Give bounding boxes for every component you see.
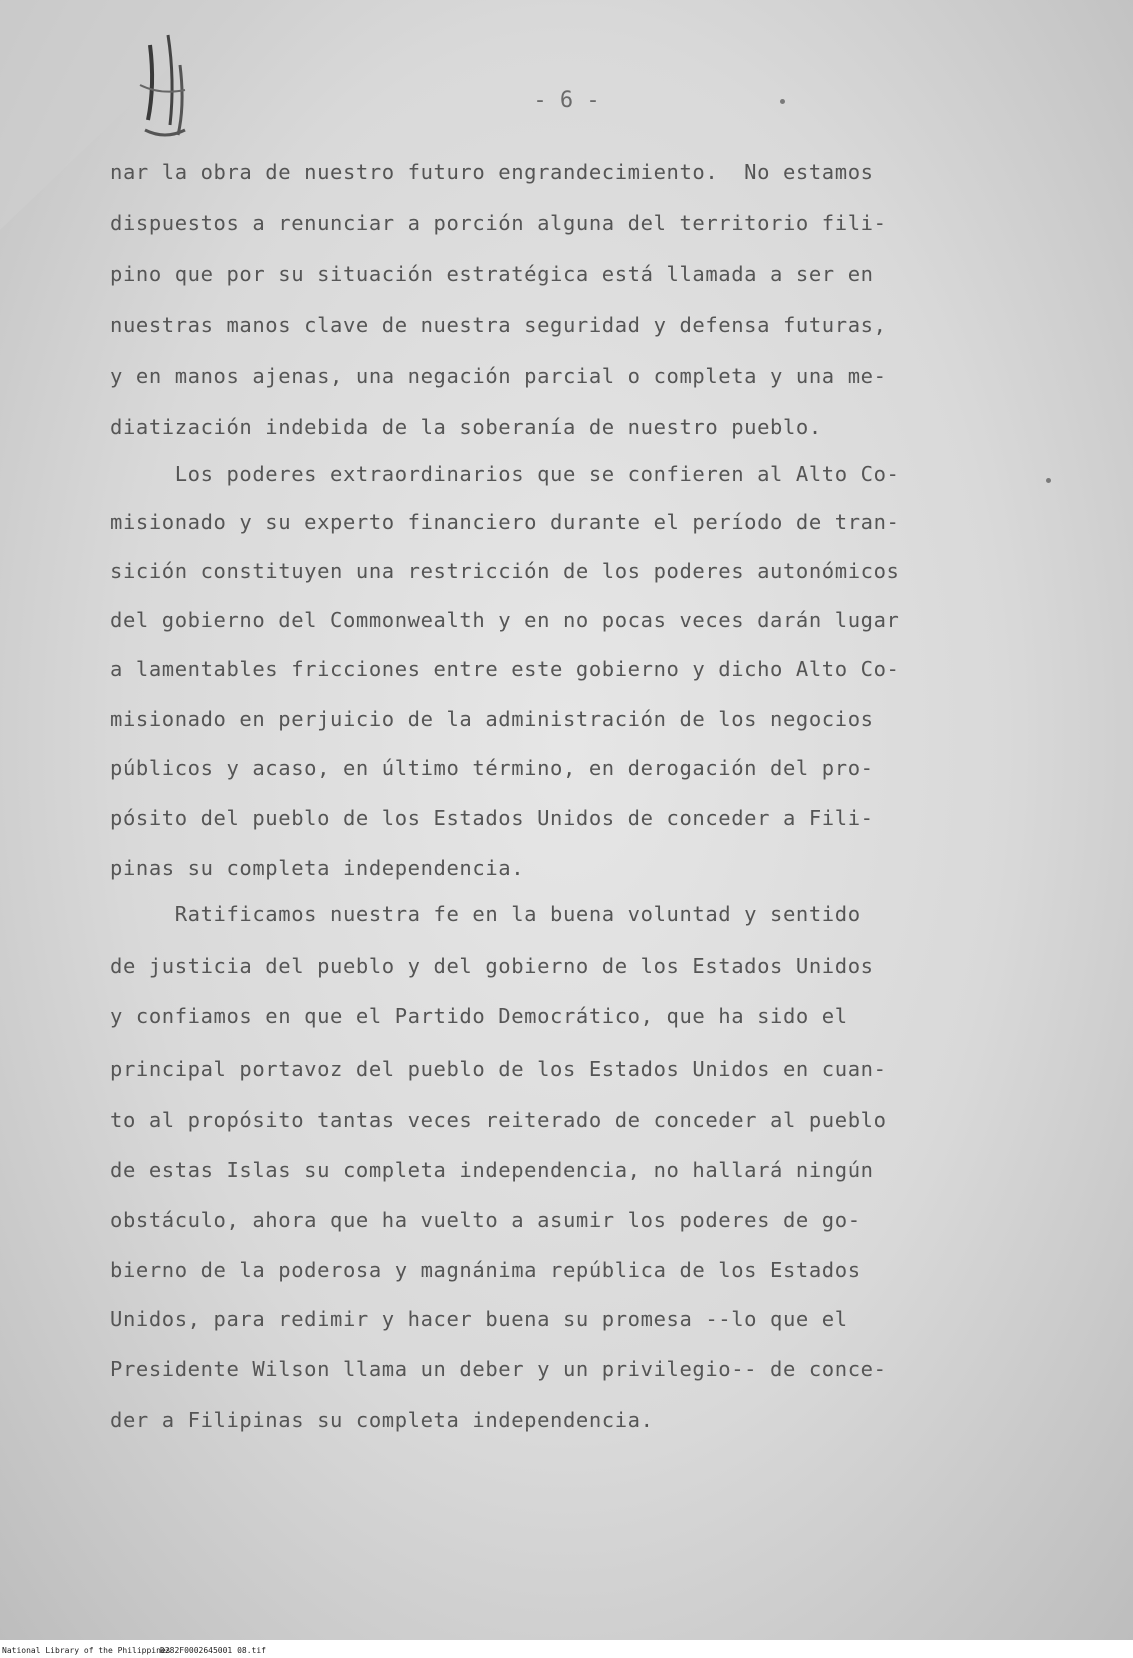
text-line: der a Filipinas su completa independencia. bbox=[110, 1408, 654, 1432]
folded-corner bbox=[0, 0, 240, 230]
text-line: Presidente Wilson llama un deber y un privilegio-- de conce- bbox=[110, 1357, 887, 1381]
text-line: principal portavoz del pueblo de los Estados Unidos en cuan- bbox=[110, 1057, 887, 1081]
footer-source: National Library of the Philippines bbox=[2, 1646, 171, 1655]
text-line: misionado y su experto financiero durante el período de tran- bbox=[110, 510, 900, 534]
text-line: pósito del pueblo de los Estados Unidos de conceder a Fili- bbox=[110, 806, 874, 830]
text-line: del gobierno del Commonwealth y en no pocas veces darán lugar bbox=[110, 608, 900, 632]
text-line: Los poderes extraordinarios que se confieren al Alto Co- bbox=[110, 462, 900, 486]
text-line: y confiamos en que el Partido Democrático, que ha sido el bbox=[110, 1004, 848, 1028]
text-line: Ratificamos nuestra fe en la buena voluntad y sentido bbox=[110, 902, 861, 926]
text-line: Unidos, para redimir y hacer buena su promesa --lo que el bbox=[110, 1307, 848, 1331]
text-line: de justicia del pueblo y del gobierno de los Estados Unidos bbox=[110, 954, 874, 978]
ink-dot bbox=[1046, 478, 1051, 483]
text-line: diatización indebida de la soberanía de nuestro pueblo. bbox=[110, 415, 822, 439]
text-line: pinas su completa independencia. bbox=[110, 856, 525, 880]
text-line: misionado en perjuicio de la administración de los negocios bbox=[110, 707, 874, 731]
text-line: sición constituyen una restricción de los poderes autonómicos bbox=[110, 559, 900, 583]
text-line: pino que por su situación estratégica está llamada a ser en bbox=[110, 262, 874, 286]
text-line: nar la obra de nuestro futuro engrandecimiento. No estamos bbox=[110, 160, 874, 184]
text-line: bierno de la poderosa y magnánima república de los Estados bbox=[110, 1258, 861, 1282]
text-line: públicos y acaso, en último término, en derogación del pro- bbox=[110, 756, 874, 780]
ink-dot bbox=[780, 99, 785, 104]
page-number: - 6 - bbox=[533, 88, 600, 113]
text-line: to al propósito tantas veces reiterado de conceder al pueblo bbox=[110, 1108, 887, 1132]
text-line: de estas Islas su completa independencia, no hallará ningún bbox=[110, 1158, 874, 1182]
text-line: a lamentables fricciones entre este gobierno y dicho Alto Co- bbox=[110, 657, 900, 681]
stamp-mark-icon bbox=[130, 25, 200, 145]
text-line: dispuestos a renunciar a porción alguna del territorio fili- bbox=[110, 211, 887, 235]
text-line: nuestras manos clave de nuestra seguridad y defensa futuras, bbox=[110, 313, 887, 337]
text-line: y en manos ajenas, una negación parcial o completa y una me- bbox=[110, 364, 887, 388]
text-line: obstáculo, ahora que ha vuelto a asumir los poderes de go- bbox=[110, 1208, 861, 1232]
footer-filename: D282F0002645001 08.tif bbox=[160, 1646, 266, 1655]
